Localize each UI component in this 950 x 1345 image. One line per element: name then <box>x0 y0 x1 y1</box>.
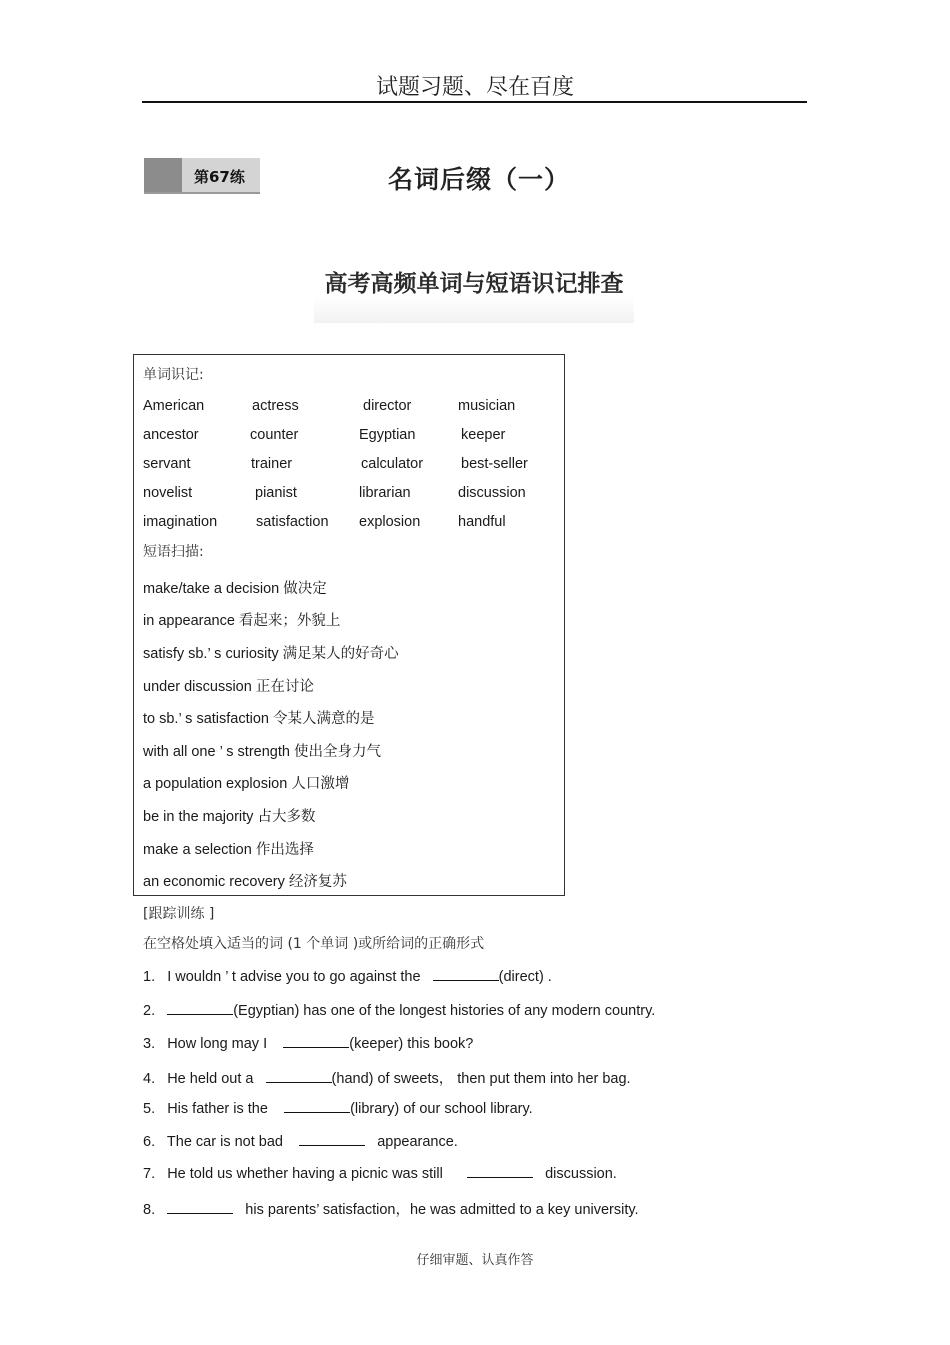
word: musician <box>458 398 516 414</box>
question-text: I wouldn ’ t advise you to go against the <box>167 969 421 985</box>
word: servant <box>143 456 191 472</box>
practice-label: [跟踪训练 ] <box>143 906 215 922</box>
answer-blank[interactable] <box>433 968 499 981</box>
question-4 <box>143 1067 631 1088</box>
word: imagination <box>143 514 218 530</box>
phrase-item: an economic recovery 经济复苏 <box>143 874 347 890</box>
page-footer: 仔细审题、认真作答 <box>416 1253 534 1268</box>
page-header-title: 试题习题、尽在百度 <box>375 75 574 100</box>
phrase-item: be in the majority 占大多数 <box>143 809 316 825</box>
words-label: 单词识记: <box>143 367 204 383</box>
answer-blank[interactable] <box>467 1165 533 1178</box>
word: librarian <box>359 485 411 501</box>
header-divider <box>142 101 807 103</box>
question-3 <box>143 1035 473 1052</box>
exercise-number: 第67练 <box>194 168 245 186</box>
answer-blank[interactable] <box>266 1070 332 1083</box>
question-hint: appearance. <box>377 1134 458 1150</box>
question-7 <box>143 1165 617 1182</box>
phrase-item: satisfy sb.’ s curiosity 满足某人的好奇心 <box>143 646 399 662</box>
section-title-text: 高考高频单词与短语识记排查 <box>324 271 624 297</box>
word: director <box>363 398 412 414</box>
question-number: 4. <box>143 1071 156 1087</box>
exercise-badge <box>144 158 260 194</box>
answer-blank[interactable] <box>283 1035 349 1048</box>
answer-blank[interactable] <box>167 1002 233 1015</box>
practice-instruction: 在空格处填入适当的词 (1 个单词 )或所给词的正确形式 <box>143 936 485 952</box>
question-2 <box>143 1002 655 1019</box>
word: discussion <box>458 485 526 501</box>
question-6 <box>143 1133 458 1150</box>
question-text: How long may I <box>167 1036 268 1052</box>
word: counter <box>250 427 299 443</box>
phrases-label: 短语扫描: <box>143 544 204 560</box>
question-text: He told us whether having a picnic was still <box>167 1166 443 1182</box>
section-title <box>314 265 634 323</box>
word: trainer <box>251 456 293 472</box>
question-hint: (direct) . <box>498 969 552 985</box>
word: pianist <box>255 485 297 501</box>
word: Egyptian <box>359 427 416 443</box>
question-text: He held out a <box>167 1071 254 1087</box>
phrase-item: a population explosion 人口激增 <box>143 776 350 792</box>
question-hint: his parents’ satisfaction，he was admitted to a key university. <box>245 1202 639 1218</box>
question-text: The car is not bad <box>166 1134 283 1150</box>
question-8 <box>143 1198 639 1219</box>
question-hint: (library) of our school library. <box>350 1101 533 1117</box>
phrase-item: make a selection 作出选择 <box>143 842 314 858</box>
question-hint: discussion. <box>545 1166 617 1182</box>
word: satisfaction <box>256 514 329 530</box>
answer-blank[interactable] <box>299 1133 365 1146</box>
exercise-title: 名词后缀（一） <box>388 165 571 194</box>
question-hint: (keeper) this book? <box>349 1036 474 1052</box>
question-number: 1. <box>143 969 156 985</box>
question-number: 6. <box>143 1134 156 1150</box>
question-hint: (hand) of sweets， then put them into her bag. <box>331 1071 631 1087</box>
word: ancestor <box>143 427 199 443</box>
answer-blank[interactable] <box>167 1201 233 1214</box>
phrase-item: with all one ’ s strength 使出全身力气 <box>143 744 381 760</box>
word: handful <box>458 514 506 530</box>
answer-blank[interactable] <box>284 1100 350 1113</box>
question-number: 5. <box>143 1101 156 1117</box>
question-5 <box>143 1100 533 1117</box>
phrase-item: under discussion 正在讨论 <box>143 679 314 695</box>
word: actress <box>252 398 299 414</box>
word: American <box>143 398 205 414</box>
badge-block <box>144 158 182 192</box>
word: best-seller <box>461 456 528 472</box>
question-1 <box>143 968 552 985</box>
phrase-item: in appearance 看起来；外貌上 <box>143 613 341 629</box>
question-number: 8. <box>143 1202 156 1218</box>
word: explosion <box>359 514 421 530</box>
question-number: 2. <box>143 1003 156 1019</box>
question-text: His father is the <box>167 1101 268 1117</box>
word: keeper <box>461 427 506 443</box>
phrase-item: make/take a decision 做决定 <box>143 581 327 597</box>
word: novelist <box>143 485 193 501</box>
question-number: 7. <box>143 1166 156 1182</box>
phrase-item: to sb.’ s satisfaction 令某人满意的是 <box>143 711 375 727</box>
question-hint: (Egyptian) has one of the longest histories of any modern country. <box>233 1003 656 1019</box>
word: calculator <box>361 456 424 472</box>
question-number: 3. <box>143 1036 156 1052</box>
